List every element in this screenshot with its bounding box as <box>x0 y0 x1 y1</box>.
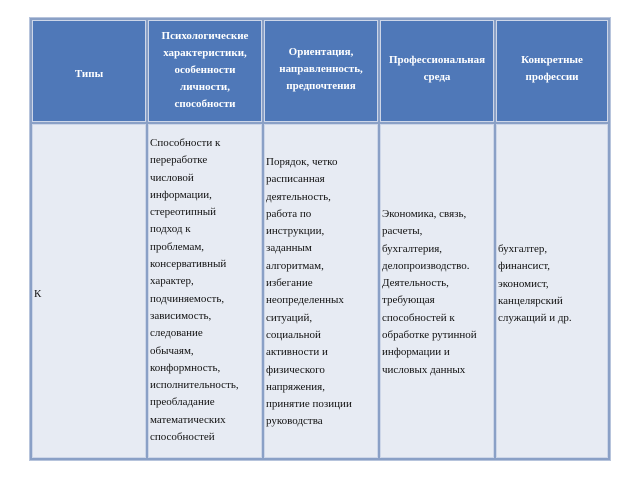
header-cell-characteristics <box>147 19 263 123</box>
header-types-label: Типы <box>74 68 104 80</box>
row-environment-cell <box>379 123 495 459</box>
row-type-value: К <box>34 288 42 300</box>
header-cell-professions <box>495 19 609 123</box>
row-orientation-text: Порядок, четко расписанная деятельность, работа по инструкции, заданным алгоритмам, избегание неопределенных ситуаций, социальной активности и физического напряжения, принятие позиции руководства <box>266 156 352 428</box>
row-characteristics-text: Способности к переработке числовой информации, стереотипный подход к проблемам, консервативный характер, подчиняемость, зависимость, следование обычаям, конформность, исполнительность, преобладание математических способностей <box>150 137 239 444</box>
row-orientation-cell <box>263 123 379 459</box>
header-orientation-label: Ориентация, направленность, предпочтения <box>279 46 363 92</box>
header-professions-label: Конкретные профессии <box>521 54 583 83</box>
row-environment-text: Экономика, связь, расчеты, бухгалтерия, делопроизводство. Деятельность, требующая способностей к обработке рутинной информации и числовых данных <box>382 208 477 376</box>
header-environment-label: Профессиональная среда <box>388 54 486 83</box>
header-cell-environment <box>379 19 495 123</box>
row-characteristics-cell <box>147 123 263 459</box>
header-characteristics-label: Психологические характеристики, особенности личности, способности <box>161 30 249 110</box>
row-professions-text: бухгалтер, финансист, экономист, канцелярский служащий и др. <box>498 243 572 325</box>
row-type-cell <box>31 123 147 459</box>
header-cell-types <box>31 19 147 123</box>
profession-types-table <box>30 18 610 460</box>
row-professions-cell <box>495 123 609 459</box>
header-cell-orientation <box>263 19 379 123</box>
